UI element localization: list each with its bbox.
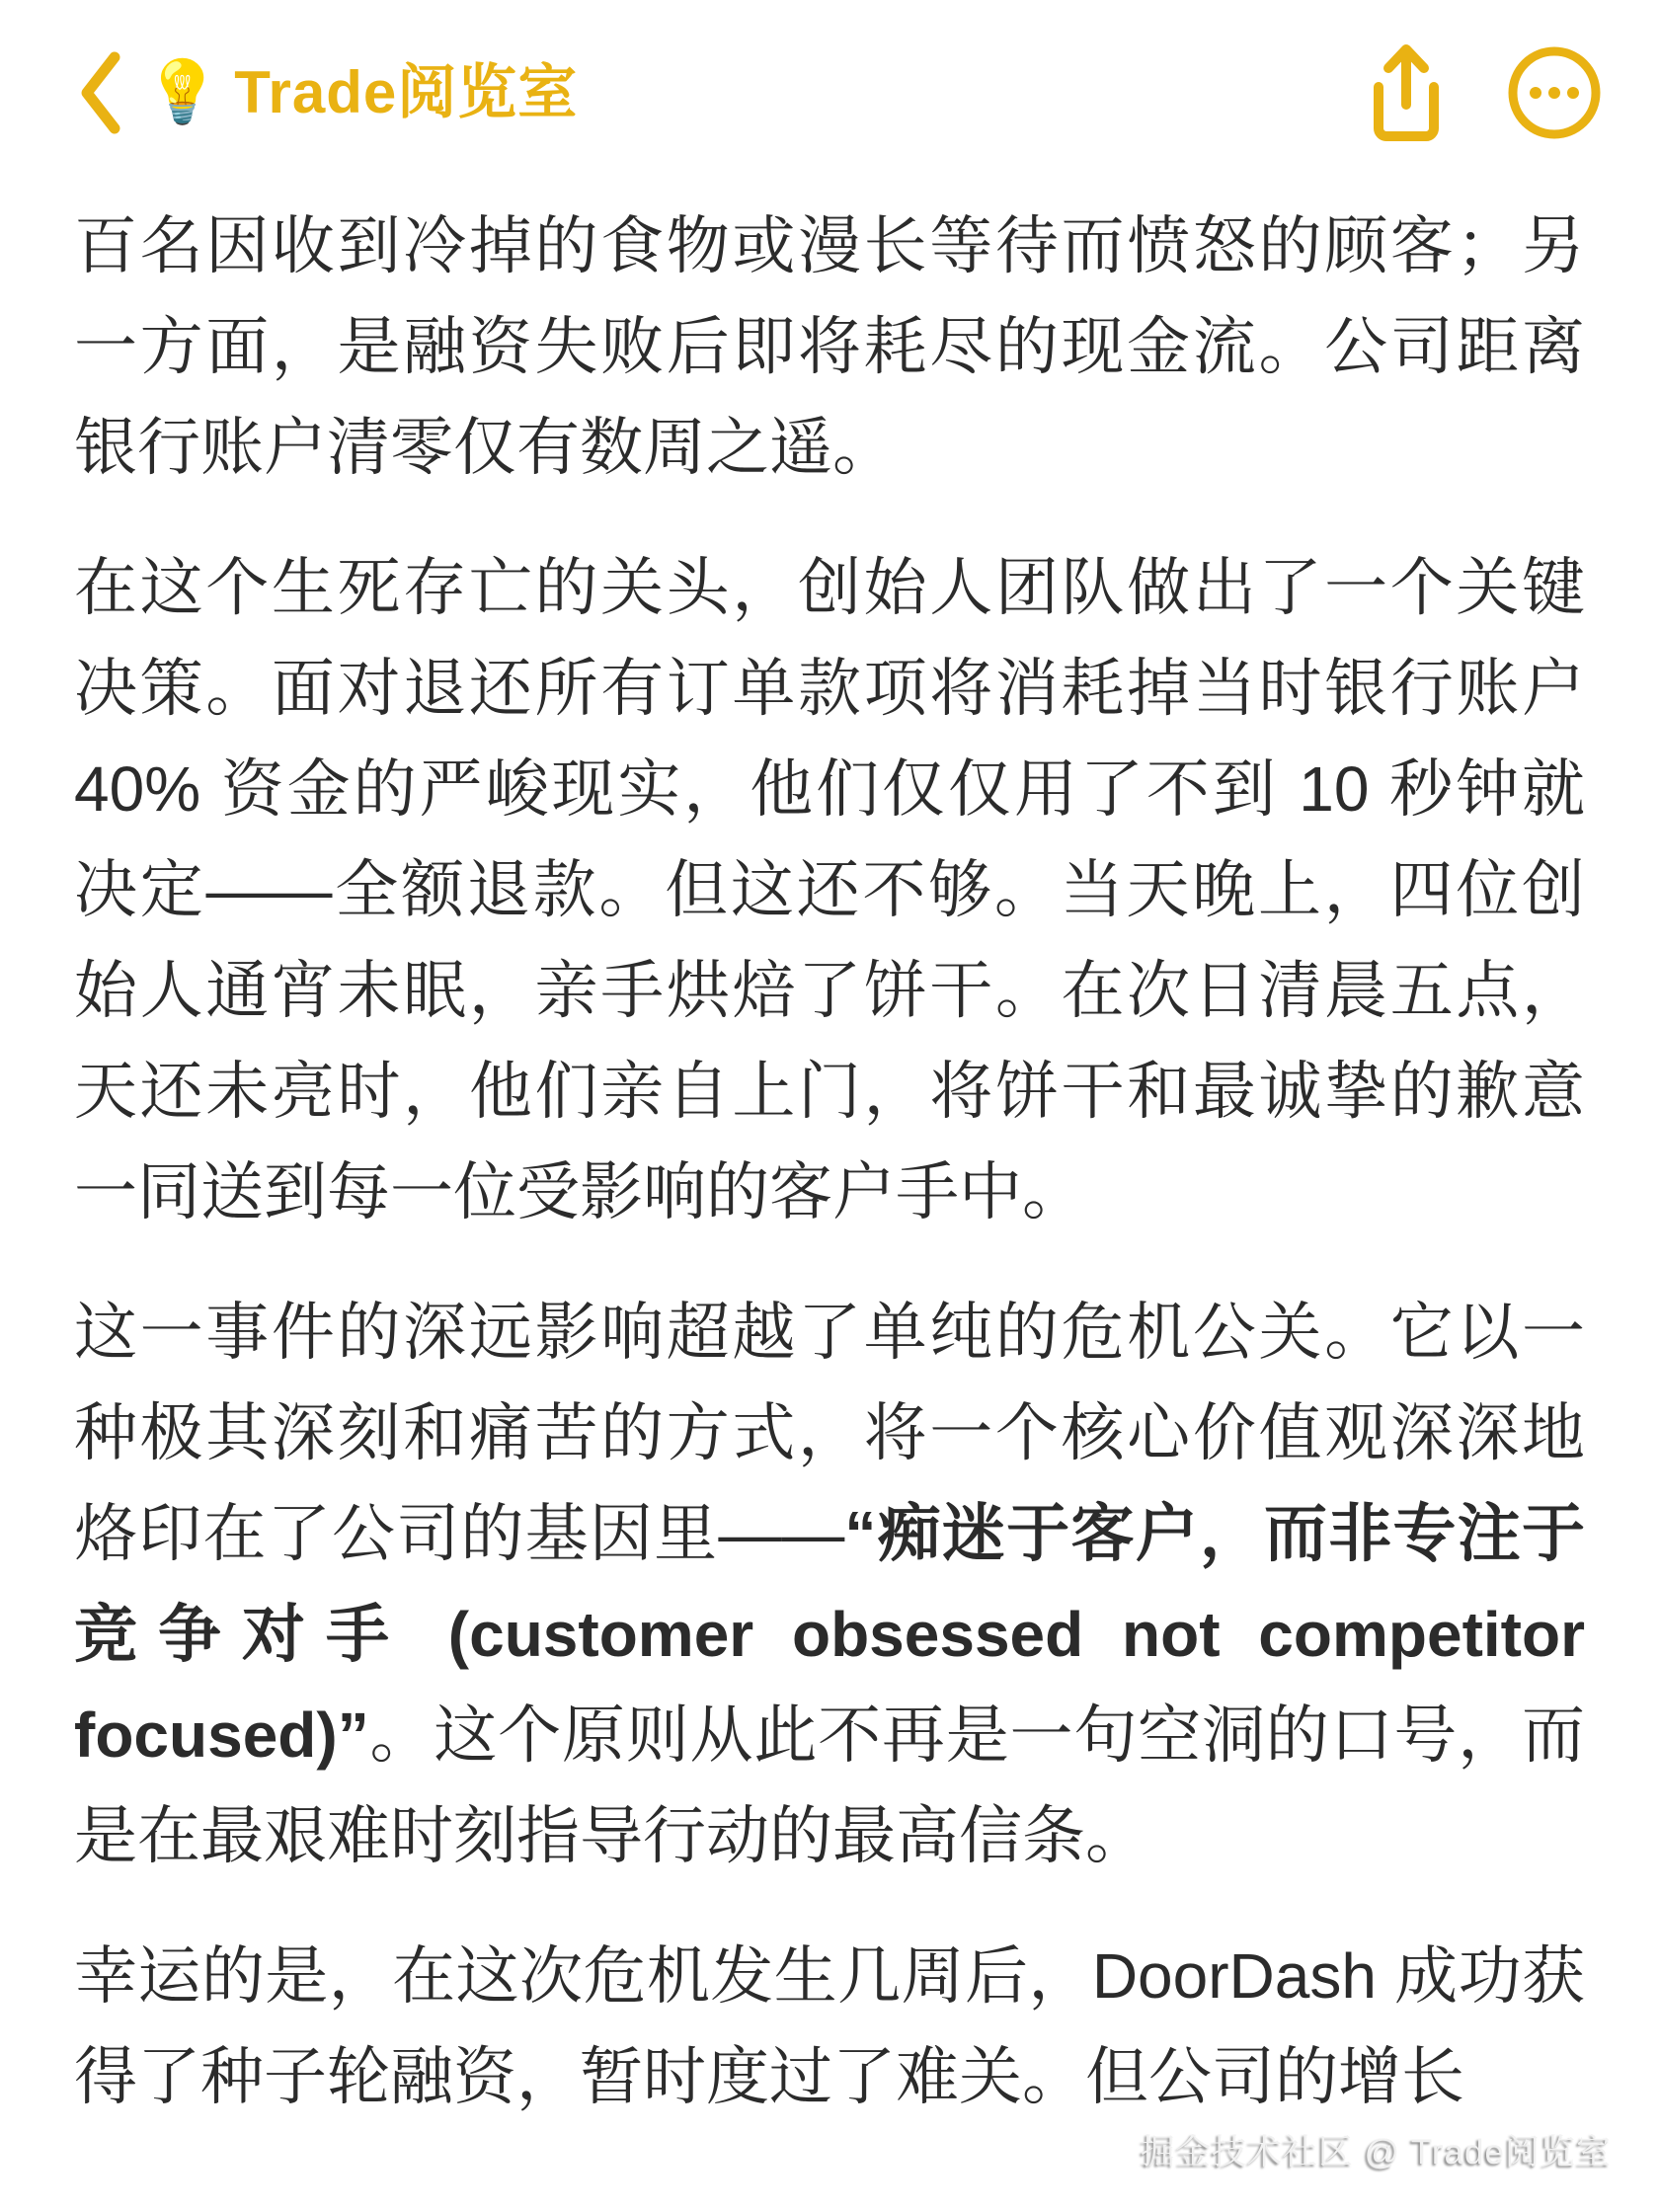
watermark: 掘金技术社区 @ Trade阅览室 xyxy=(1140,2133,1612,2172)
article-text-bold: “痴迷于客户，而非专注于竞争对手 (customer obsessed not competitor focused)” xyxy=(74,1498,1586,1771)
title-wrap xyxy=(144,58,579,126)
more-options-icon xyxy=(1507,45,1602,140)
article-paragraph xyxy=(74,1926,1585,2127)
article-paragraph xyxy=(74,1282,1585,1886)
back-button[interactable] xyxy=(79,51,122,134)
article-body xyxy=(74,196,1585,2127)
reader-header xyxy=(0,0,1659,148)
article-paragraph xyxy=(74,537,1585,1242)
article-text: 幸运的是，在这次危机发生几周后，DoorDash 成功获得了种子轮融资，暂时度过了难关。但公司的增长 xyxy=(74,1940,1585,2112)
share-icon xyxy=(1369,41,1444,144)
article-text: 百名因收到冷掉的食物或漫长等待而愤怒的顾客；另一方面，是融资失败后即将耗尽的现金流。公司距离银行账户清零仅有数周之遥。 xyxy=(74,210,1585,483)
article-text: 在这个生死存亡的关头，创始人团队做出了一个关键决策。面对退还所有订单款项将消耗掉当时银行账户 40% 资金的严峻现实，他们仅仅用了不到 10 秒钟就决定——全额退款。但这还不够。当天晚上，四位创始人通宵未眠，亲手烘焙了饼干。在次日清晨五点，天还未亮时，他们亲自上门，将饼干和最诚挚的歉意一同送到每一位受影响的客户手中。 xyxy=(74,552,1585,1227)
article-paragraph xyxy=(74,196,1585,498)
back-icon xyxy=(79,51,122,134)
lightbulb-emoji: 💡 xyxy=(144,58,221,126)
header-right xyxy=(1369,41,1602,144)
share-button[interactable] xyxy=(1369,41,1444,144)
more-options-button[interactable] xyxy=(1507,45,1602,140)
article-text: 这一事件的深远影响超越了单纯的危机公关。它以一种极其深刻和痛苦的方式，将一个核心价值观深深地烙印在了公司的基因里—— xyxy=(74,1297,1585,1569)
page-title: Trade阅览室 xyxy=(234,59,579,125)
header-left xyxy=(79,51,578,134)
article-text: 。这个原则从此不再是一句空洞的口号，而是在最艰难时刻指导行动的最高信条。 xyxy=(74,1699,1585,1871)
